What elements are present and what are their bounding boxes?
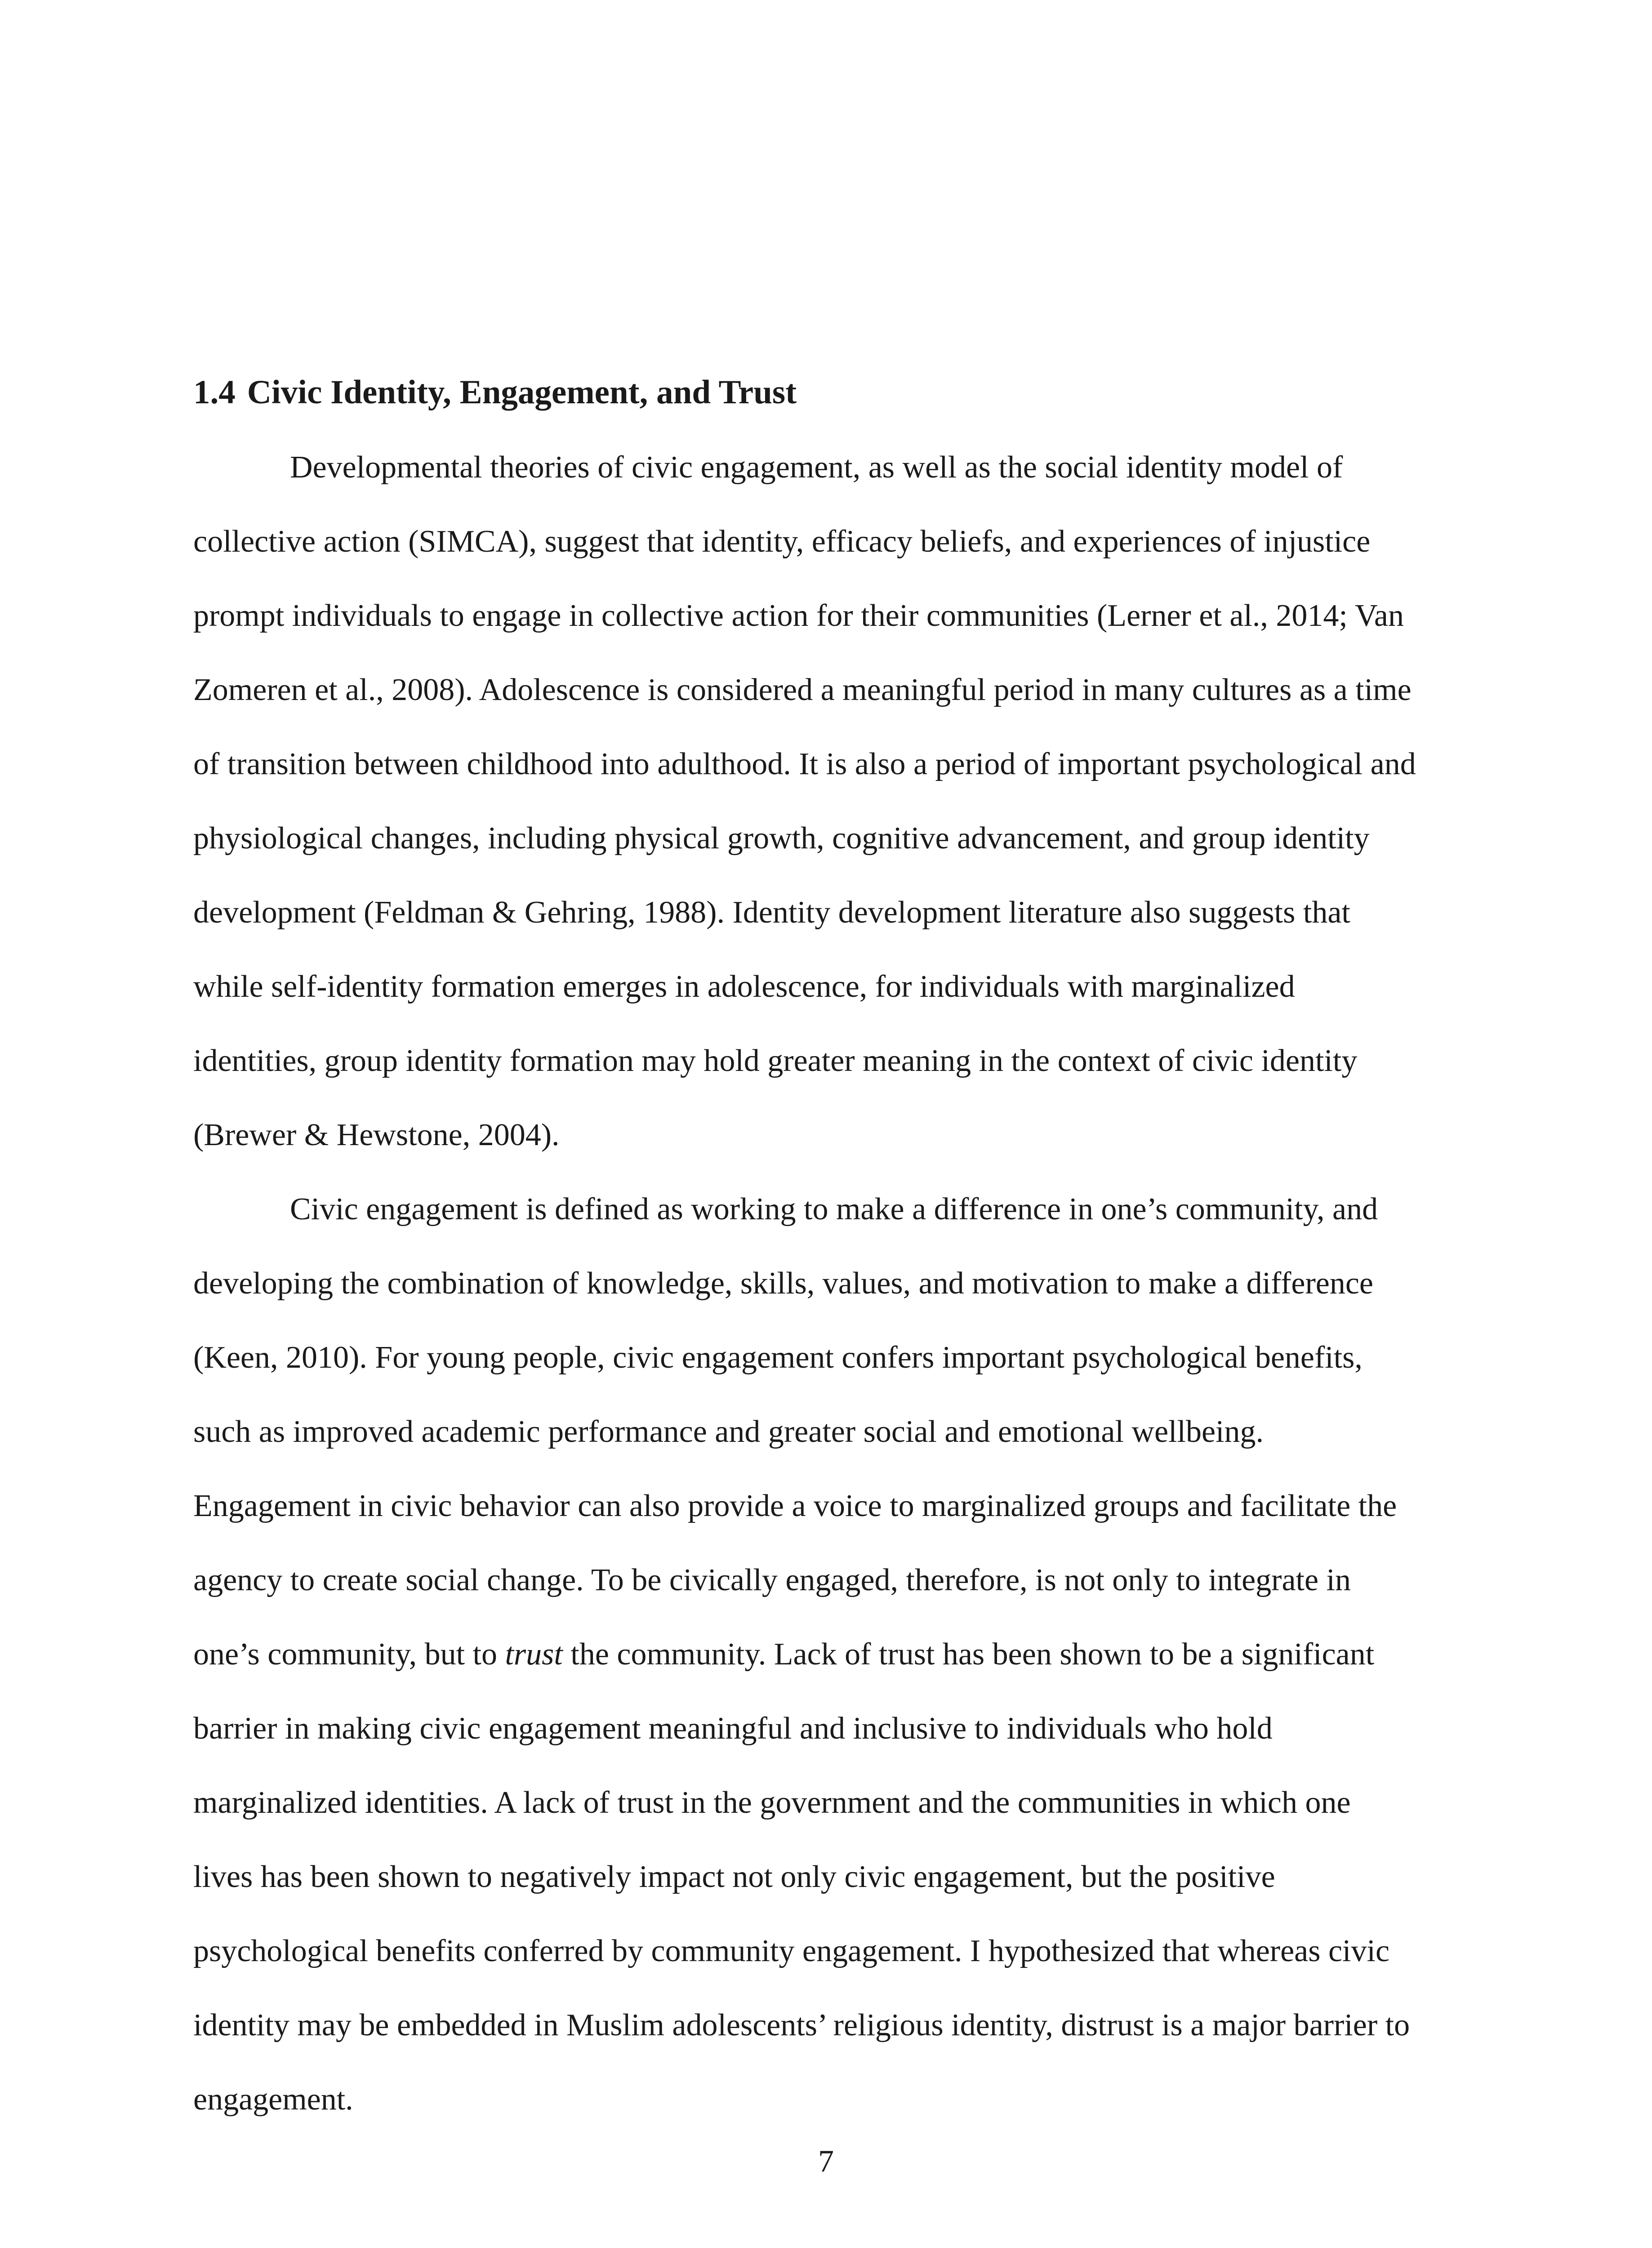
paragraph-1-line-9: identities, group identity formation may hold greater meaning in the context of civic identity (193, 1044, 1358, 1078)
paragraph-1-line-6: physiological changes, including physical growth, cognitive advancement, and group identity (193, 821, 1370, 856)
paragraph-1-line-7: development (Feldman & Gehring, 1988). Identity development literature also suggests that (193, 895, 1350, 930)
paragraph-2-line-13: engagement. (193, 2082, 353, 2117)
paragraph-1-line-10: (Brewer & Hewstone, 2004). (193, 1118, 560, 1152)
paragraph-2-line-5: Engagement in civic behavior can also provide a voice to marginalized groups and facilitate the (193, 1489, 1397, 1523)
section-number: 1.4 (193, 374, 236, 411)
paragraph-2-line-4: such as improved academic performance and greater social and emotional wellbeing. (193, 1414, 1264, 1449)
paragraph-2-line-10: lives has been shown to negatively impact not only civic engagement, but the positive (193, 1860, 1275, 1894)
emphasis-trust: trust (505, 1637, 563, 1672)
paragraph-1-line-8: while self-identity formation emerges in adolescence, for individuals with marginalized (193, 969, 1295, 1004)
line-7-after: the community. Lack of trust has been shown to be a significant (562, 1637, 1375, 1672)
paragraph-2-line-2: developing the combination of knowledge, skills, values, and motivation to make a difference (193, 1266, 1373, 1301)
paragraph-1-line-4: Zomeren et al., 2008). Adolescence is considered a meaningful period in many cultures as a time (193, 673, 1412, 707)
paragraph-2-line-11: psychological benefits conferred by community engagement. I hypothesized that whereas civic (193, 1934, 1390, 1968)
section-title: Civic Identity, Engagement, and Trust (247, 374, 797, 411)
paragraph-1-line-5: of transition between childhood into adulthood. It is also a period of important psychological and (193, 747, 1416, 781)
paragraph-1-line-3: prompt individuals to engage in collective action for their communities (Lerner et al., 2014; Van (193, 598, 1404, 633)
section-heading (193, 368, 797, 417)
paragraph-2-line-9: marginalized identities. A lack of trust in the government and the communities in which one (193, 1785, 1351, 1820)
page-number: 7 (818, 2144, 834, 2179)
paragraph-2-line-1: Civic engagement is defined as working to make a difference in one’s community, and (290, 1192, 1378, 1227)
line-7-before: one’s community, but to (193, 1637, 505, 1672)
paragraph-2-line-8: barrier in making civic engagement meaningful and inclusive to individuals who hold (193, 1711, 1273, 1746)
paragraph-1-line-1: Developmental theories of civic engagement, as well as the social identity model of (290, 450, 1343, 485)
paragraph-2-line-7 (193, 1632, 1374, 1677)
paragraph-2-line-3: (Keen, 2010). For young people, civic engagement confers important psychological benefits, (193, 1340, 1363, 1375)
paragraph-2-line-6: agency to create social change. To be civically engaged, therefore, is not only to integrate in (193, 1563, 1351, 1597)
paragraph-2-line-12: identity may be embedded in Muslim adolescents’ religious identity, distrust is a major barrier to (193, 2008, 1410, 2043)
paragraph-1-line-2: collective action (SIMCA), suggest that identity, efficacy beliefs, and experiences of injustice (193, 524, 1371, 559)
